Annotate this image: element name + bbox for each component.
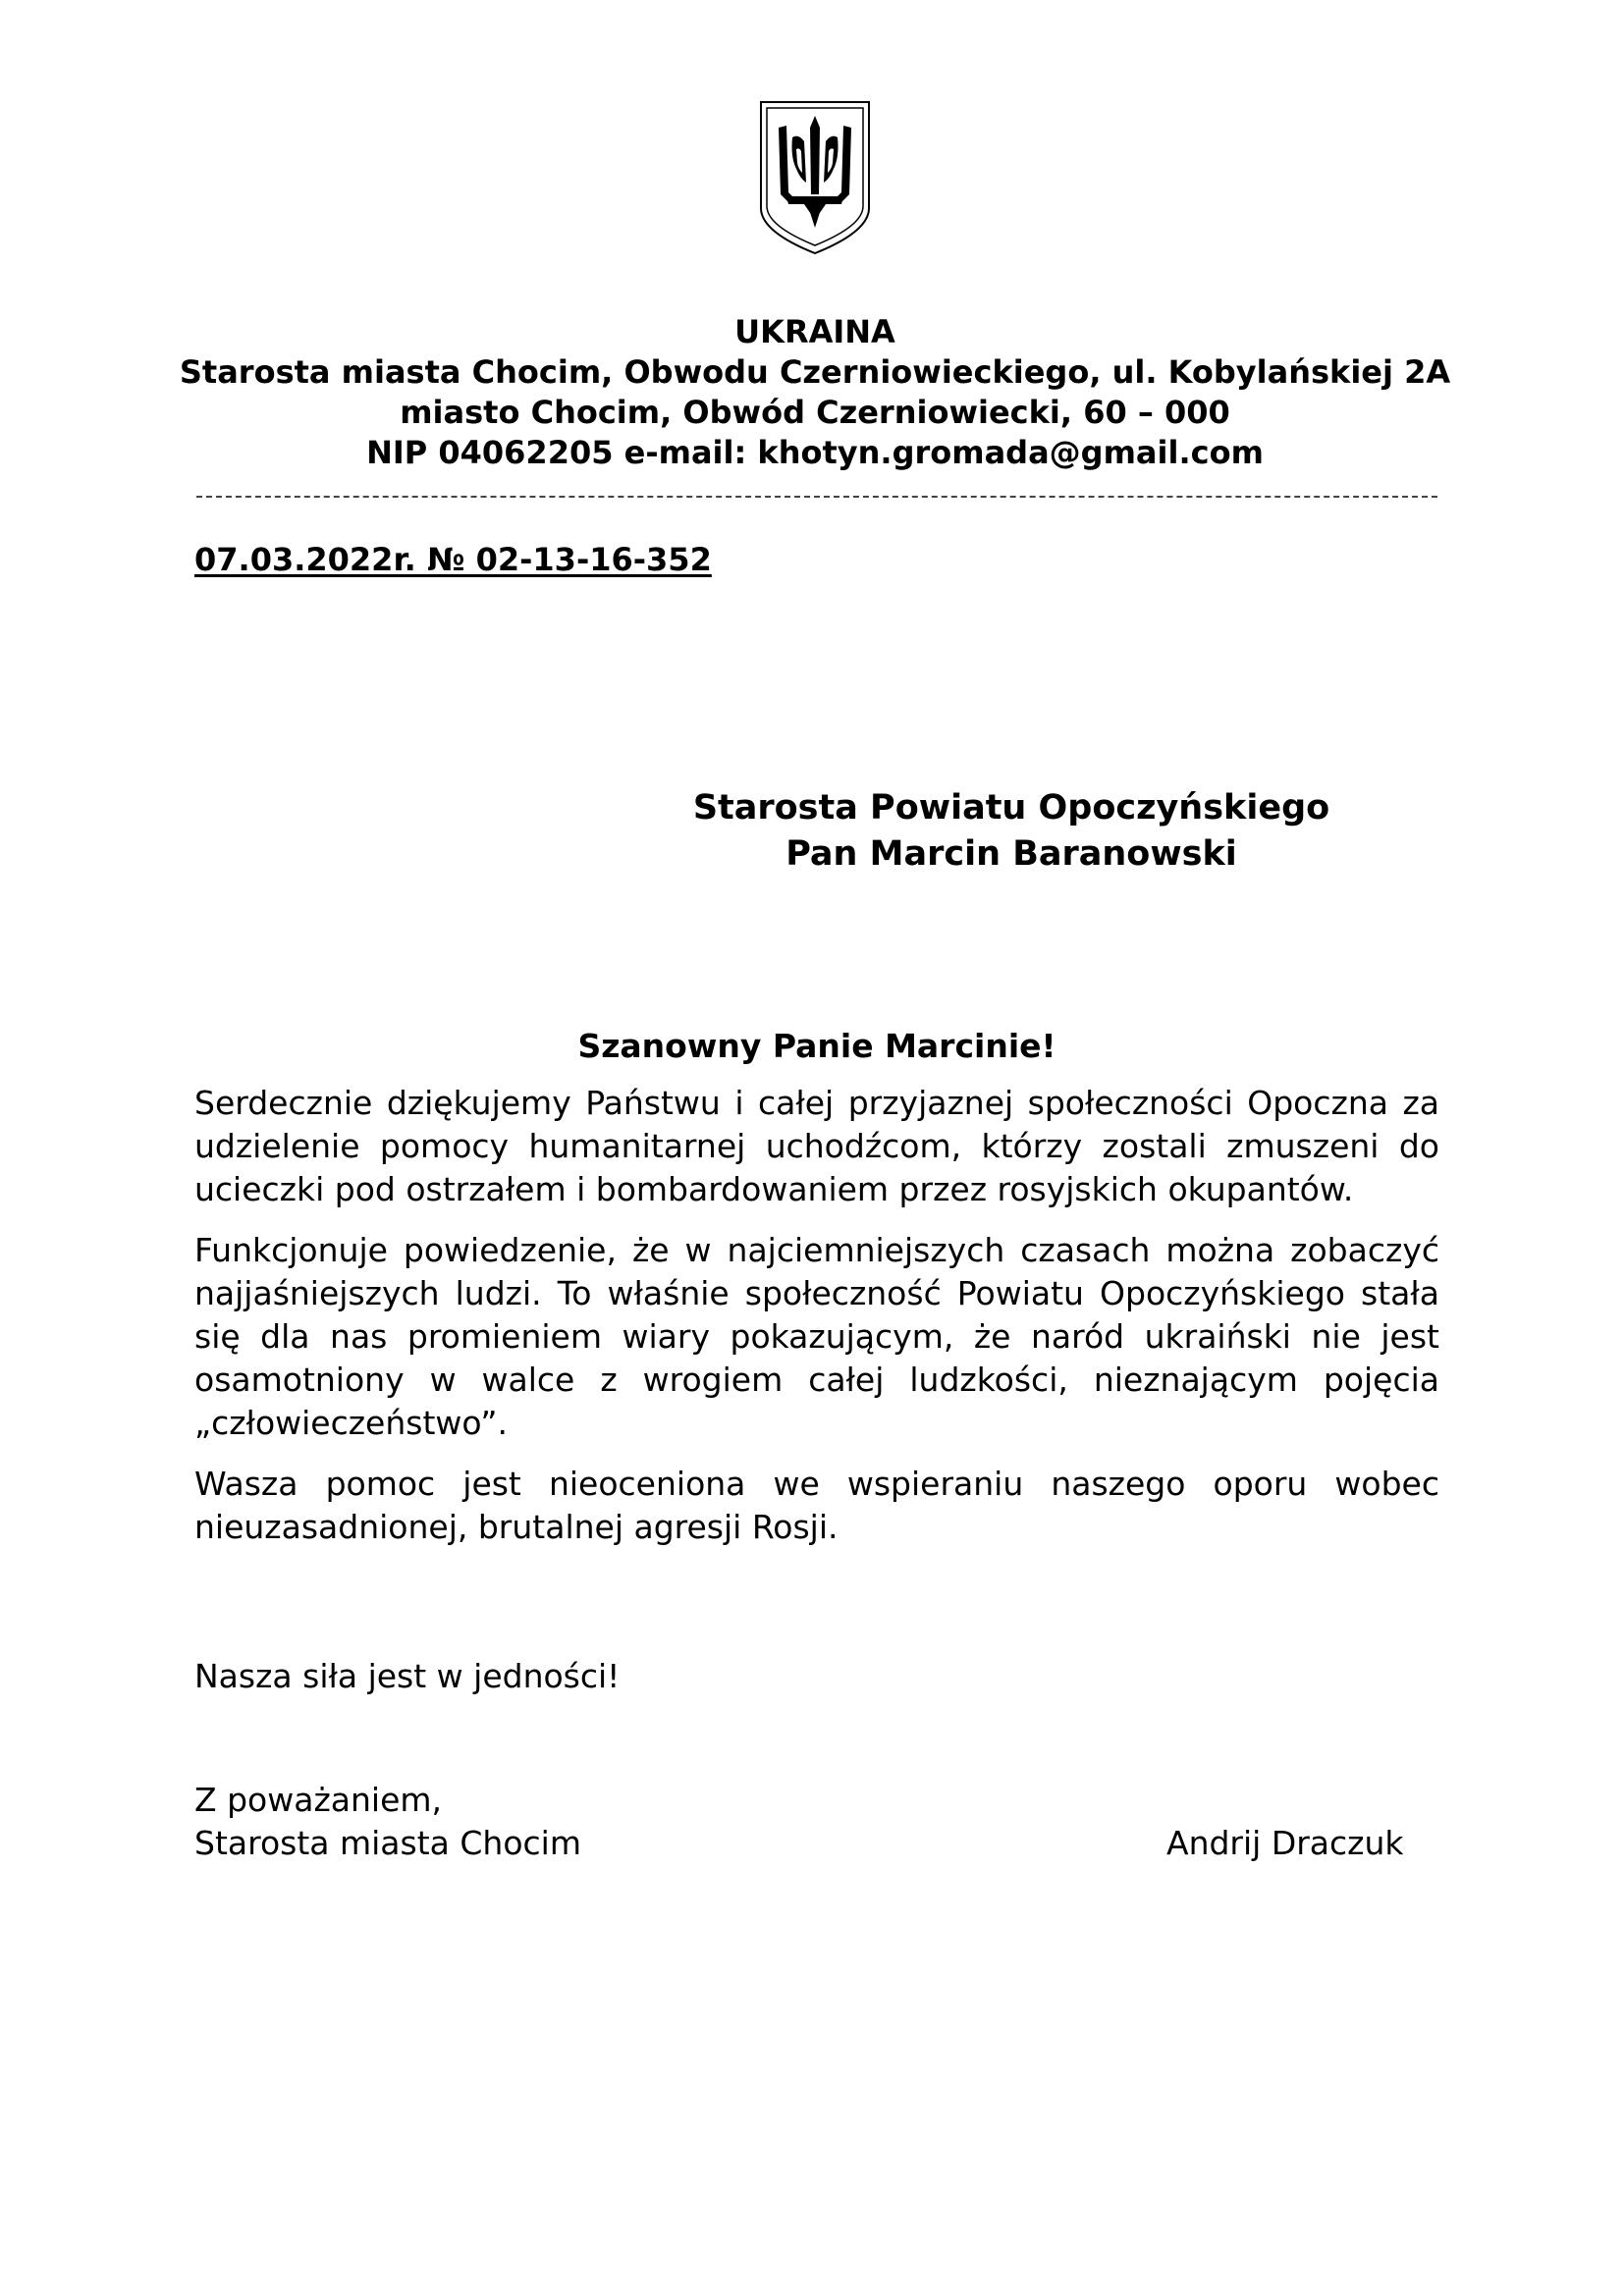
addressee-line-2: Pan Marcin Baranowski — [785, 834, 1237, 874]
letterhead-line-2: miasto Chocim, Obwód Czerniowiecki, 60 – 000 — [400, 394, 1230, 431]
trident-coat-of-arms-icon — [757, 98, 873, 257]
reference-number: 07.03.2022r. № 02-13-16-352 — [194, 541, 712, 578]
letterhead-country: UKRAINA — [734, 313, 895, 350]
letterhead-line-3: NIP 04062205 e-mail: khotyn.gromada@gmail.com — [366, 434, 1264, 471]
addressee — [589, 785, 1434, 878]
signer-name: Andrij Draczuk — [1166, 1824, 1404, 1862]
body-paragraph-2: Funkcjonuje powiedzenie, że w najciemniejszych czasach można zobaczyć najjaśniejszych ludzi. To właśnie społeczność Powiatu Opoczyńskiego stała się dla nas promieniem wiary pokazującym, że naród ukraiński nie jest osamotniony w walce z wrogiem całej ludzkości, nieznającym pojęcia „człowieczeństwo”. — [194, 1231, 1439, 1442]
letterhead — [157, 312, 1473, 473]
closing-line-1: Z poważaniem, — [194, 1781, 443, 1819]
salutation: Szanowny Panie Marcinie! — [577, 1027, 1056, 1065]
letter-body — [194, 1082, 1439, 1567]
letterhead-divider — [196, 496, 1437, 498]
closing — [194, 1779, 581, 1865]
addressee-line-1: Starosta Powiatu Opoczyńskiego — [692, 788, 1330, 828]
closing-line-2: Starosta miasta Chocim — [194, 1824, 581, 1862]
body-paragraph-1: Serdecznie dziękujemy Państwu i całej przyjaznej społeczności Opoczna za udzielenie pomocy humanitarnej uchodźcom, którzy zostali zmuszeni do ucieczki pod ostrzałem i bombardowaniem przez rosyjskich okupantów. — [194, 1084, 1439, 1208]
body-paragraph-3: Wasza pomoc jest nieoceniona we wspieraniu naszego oporu wobec nieuzasadnionej, brutalnej agresji Rosji. — [194, 1465, 1439, 1546]
letterhead-line-1: Starosta miasta Chocim, Obwodu Czerniowieckiego, ul. Kobylańskiej 2A — [179, 353, 1451, 391]
motto: Nasza siła jest w jedności! — [194, 1657, 621, 1695]
